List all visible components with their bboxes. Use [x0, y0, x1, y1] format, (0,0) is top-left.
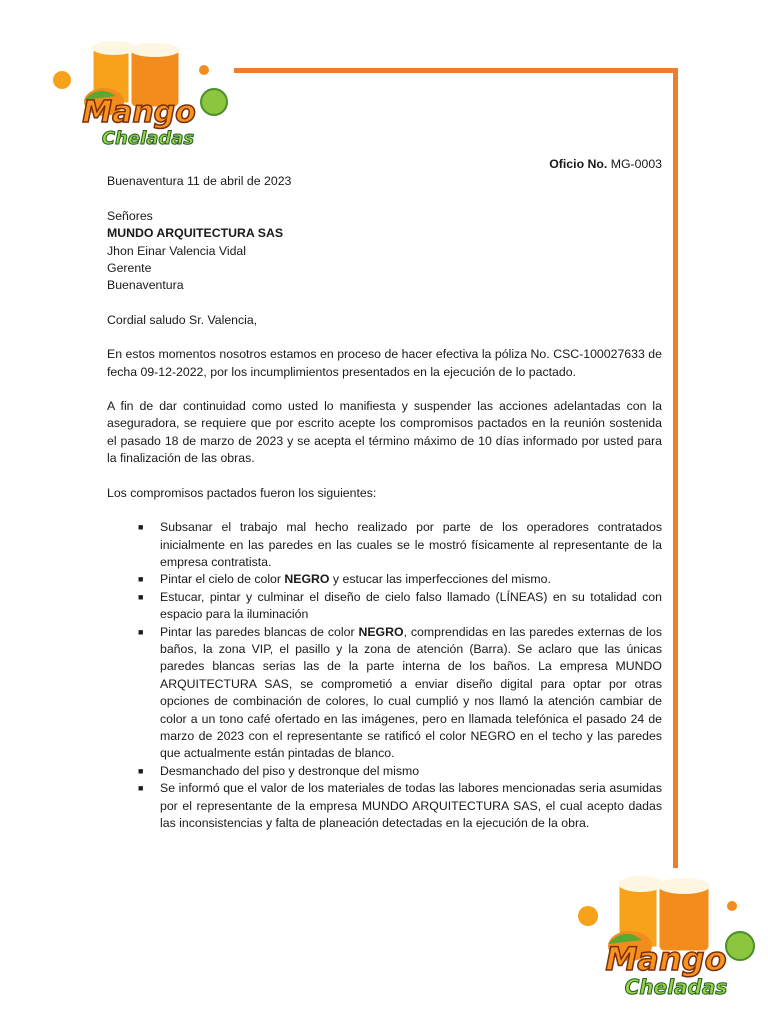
list-item: ■ Estucar, pintar y culminar el diseño de cielo falso llamado (LÍNEAS) en su totalidad con espacio para la iluminación	[138, 589, 662, 622]
brand-logo-top	[44, 40, 234, 158]
recipient-salutation: Señores	[107, 208, 153, 223]
paragraph-policy: En estos momentos nosotros estamos en proceso de hacer efectiva la póliza No. CSC-100027633 de fecha 09-12-2022, por los incumplimientos presentados en la ejecución de lo pactado.	[107, 347, 662, 379]
recipient-role: Gerente	[107, 261, 152, 276]
commitments-list	[107, 519, 662, 832]
logo-word-mango: Mango	[605, 940, 727, 978]
recipient-name: Jhon Einar Valencia Vidal	[107, 243, 247, 258]
bullet-icon: ■	[138, 522, 144, 533]
greeting: Cordial saludo Sr. Valencia,	[107, 312, 258, 327]
recipient-city: Buenaventura	[107, 278, 184, 293]
bullet-icon: ■	[138, 574, 144, 585]
list-item: ■ Se informó que el valor de los materiales de todas las labores mencionadas seria asumidas por el representante de la empresa MUNDO ARQUITECTURA SAS, el cual acepto dadas las inconsistencias y falta de planeación detectadas en la ejecución de la obra.	[138, 781, 662, 830]
list-intro: Los compromisos pactados fueron los siguientes:	[107, 485, 377, 500]
oficio-label: Oficio No.	[549, 157, 608, 171]
brand-logo-bottom	[568, 870, 758, 1010]
paragraph-continuity: A fin de dar continuidad como usted lo manifiesta y suspender las acciones adelantadas con la aseguradora, se requiere que por escrito acepte los compromisos pactados en la reunión sostenida el pasado 18 de marzo de 2023 y se acepta el término máximo de 10 días informado por usted para la finalización de las obras.	[107, 399, 662, 466]
frame-right-line	[673, 68, 678, 868]
letter-body	[107, 150, 662, 832]
logo-word-mango: Mango	[82, 95, 196, 130]
bullet-icon: ■	[138, 765, 144, 776]
bullet-icon: ■	[138, 591, 144, 602]
oficio-number: MG-0003	[610, 157, 662, 171]
letter-date: Buenaventura 11 de abril de 2023	[107, 174, 292, 189]
frame-top-line	[234, 68, 678, 73]
logo-word-cheladas: Cheladas	[624, 975, 728, 999]
list-item: ■ Desmanchado del piso y destronque del mismo	[107, 763, 662, 780]
list-item: ■ Pintar las paredes blancas de color NEGRO, comprendidas en las paredes externas de los baños, la zona VIP, el pasillo y la zona de atención (Barra). Se aclaro que las únicas paredes blancas serias las de la parte interna de los baños. La empresa MUNDO ARQUITECTURA SAS, se comprometió a enviar diseño digital para optar por otras opciones de combinación de colores, lo cual cumplió y nos llamó la atención cambiar de color a un tono café ofertado en las imágenes, pero en llamada telefónica el pasado 24 de marzo de 2023 con el representante se ratificó el color NEGRO en el techo y las paredes que actualmente están pintadas de blanco.	[138, 624, 662, 761]
logo-word-cheladas: Cheladas	[101, 128, 195, 149]
recipient-company: MUNDO ARQUITECTURA SAS	[107, 226, 284, 241]
list-item: ■ Pintar el cielo de color NEGRO y estucar las imperfecciones del mismo.	[107, 571, 662, 588]
list-item: ■ Subsanar el trabajo mal hecho realizado por parte de los operadores contratados inicialmente en las paredes en las cuales se le mostró físicamente al representante de la empresa contratista.	[138, 520, 662, 569]
bullet-icon: ■	[138, 626, 144, 637]
oficio-line	[107, 156, 662, 173]
bullet-icon: ■	[138, 783, 144, 794]
